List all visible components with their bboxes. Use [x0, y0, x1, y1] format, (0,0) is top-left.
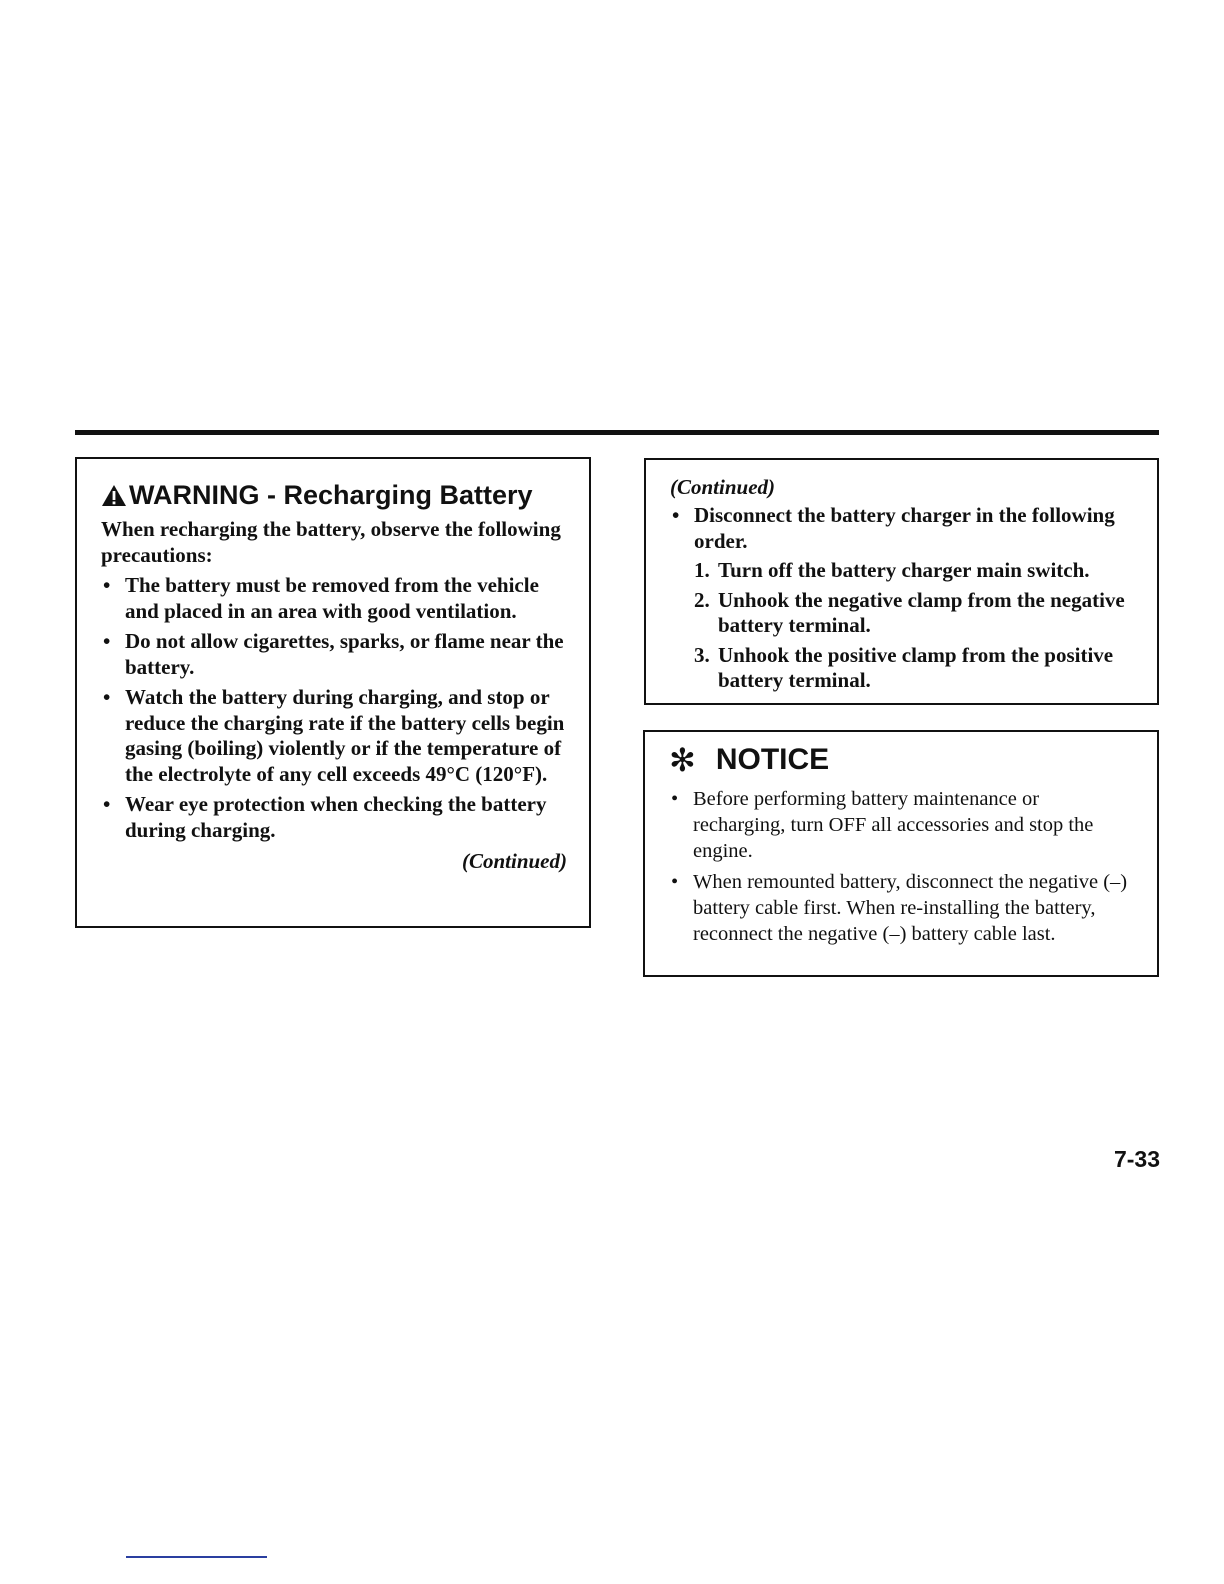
warning-triangle-icon [101, 484, 127, 507]
continued-label: (Continued) [670, 475, 776, 499]
list-item: • Disconnect the battery charger in the following order. [672, 503, 1115, 553]
list-item: • Do not allow cigarettes, sparks, or flame near the battery. [103, 629, 564, 679]
warning-continued-label: (Continued) [461, 849, 567, 873]
bullet-icon: • [103, 629, 111, 653]
asterisk-icon: ✻ [669, 742, 696, 778]
notice-title-text: NOTICE [715, 743, 830, 776]
notice-box [643, 730, 1159, 977]
continued-box [644, 458, 1159, 705]
warning-intro: When recharging the battery, observe the following precautions: [101, 517, 561, 567]
list-item: • Watch the battery during charging, and stop or reduce the charging rate if the battery cells begin gasing (boiling) violently or if the temperature of the electrolyte of any cell exceeds 49°C (120°F). [103, 685, 565, 786]
bullet-icon: • [103, 685, 111, 709]
list-item: • Wear eye protection when checking the battery during charging. [103, 792, 547, 842]
warning-title-text: WARNING - Recharging Battery [129, 480, 533, 510]
bullet-icon: • [672, 503, 680, 527]
bullet-icon: • [671, 788, 679, 810]
notice-title [669, 740, 1135, 780]
list-item: • When remounted battery, disconnect the negative (–) battery cable first. When re-installing the battery, reconnect the negative (–) battery cable last. [671, 871, 1128, 945]
charger-steps-list [670, 558, 1135, 694]
step-item: 1. Turn off the battery charger main switch. [694, 558, 1090, 582]
list-item: • The battery must be removed from the vehicle and placed in an area with good ventilation. [103, 573, 539, 623]
continued-bullet-list [670, 503, 1135, 554]
warning-title [101, 477, 567, 513]
header-rule [75, 430, 1159, 435]
footer-line [126, 1556, 267, 1558]
bullet-icon: • [103, 573, 111, 597]
step-item: 3. Unhook the positive clamp from the positive battery terminal. [694, 642, 1114, 692]
bullet-icon: • [671, 871, 679, 893]
notice-bullet-list [669, 786, 1135, 947]
step-item: 2. Unhook the negative clamp from the negative battery terminal. [694, 587, 1125, 637]
warning-box [75, 457, 591, 928]
page-number: 7-33 [1113, 1146, 1160, 1172]
bullet-icon: • [103, 792, 111, 816]
warning-bullet-list [101, 573, 567, 843]
list-item: • Before performing battery maintenance or recharging, turn OFF all accessories and stop the engine. [671, 788, 1094, 862]
